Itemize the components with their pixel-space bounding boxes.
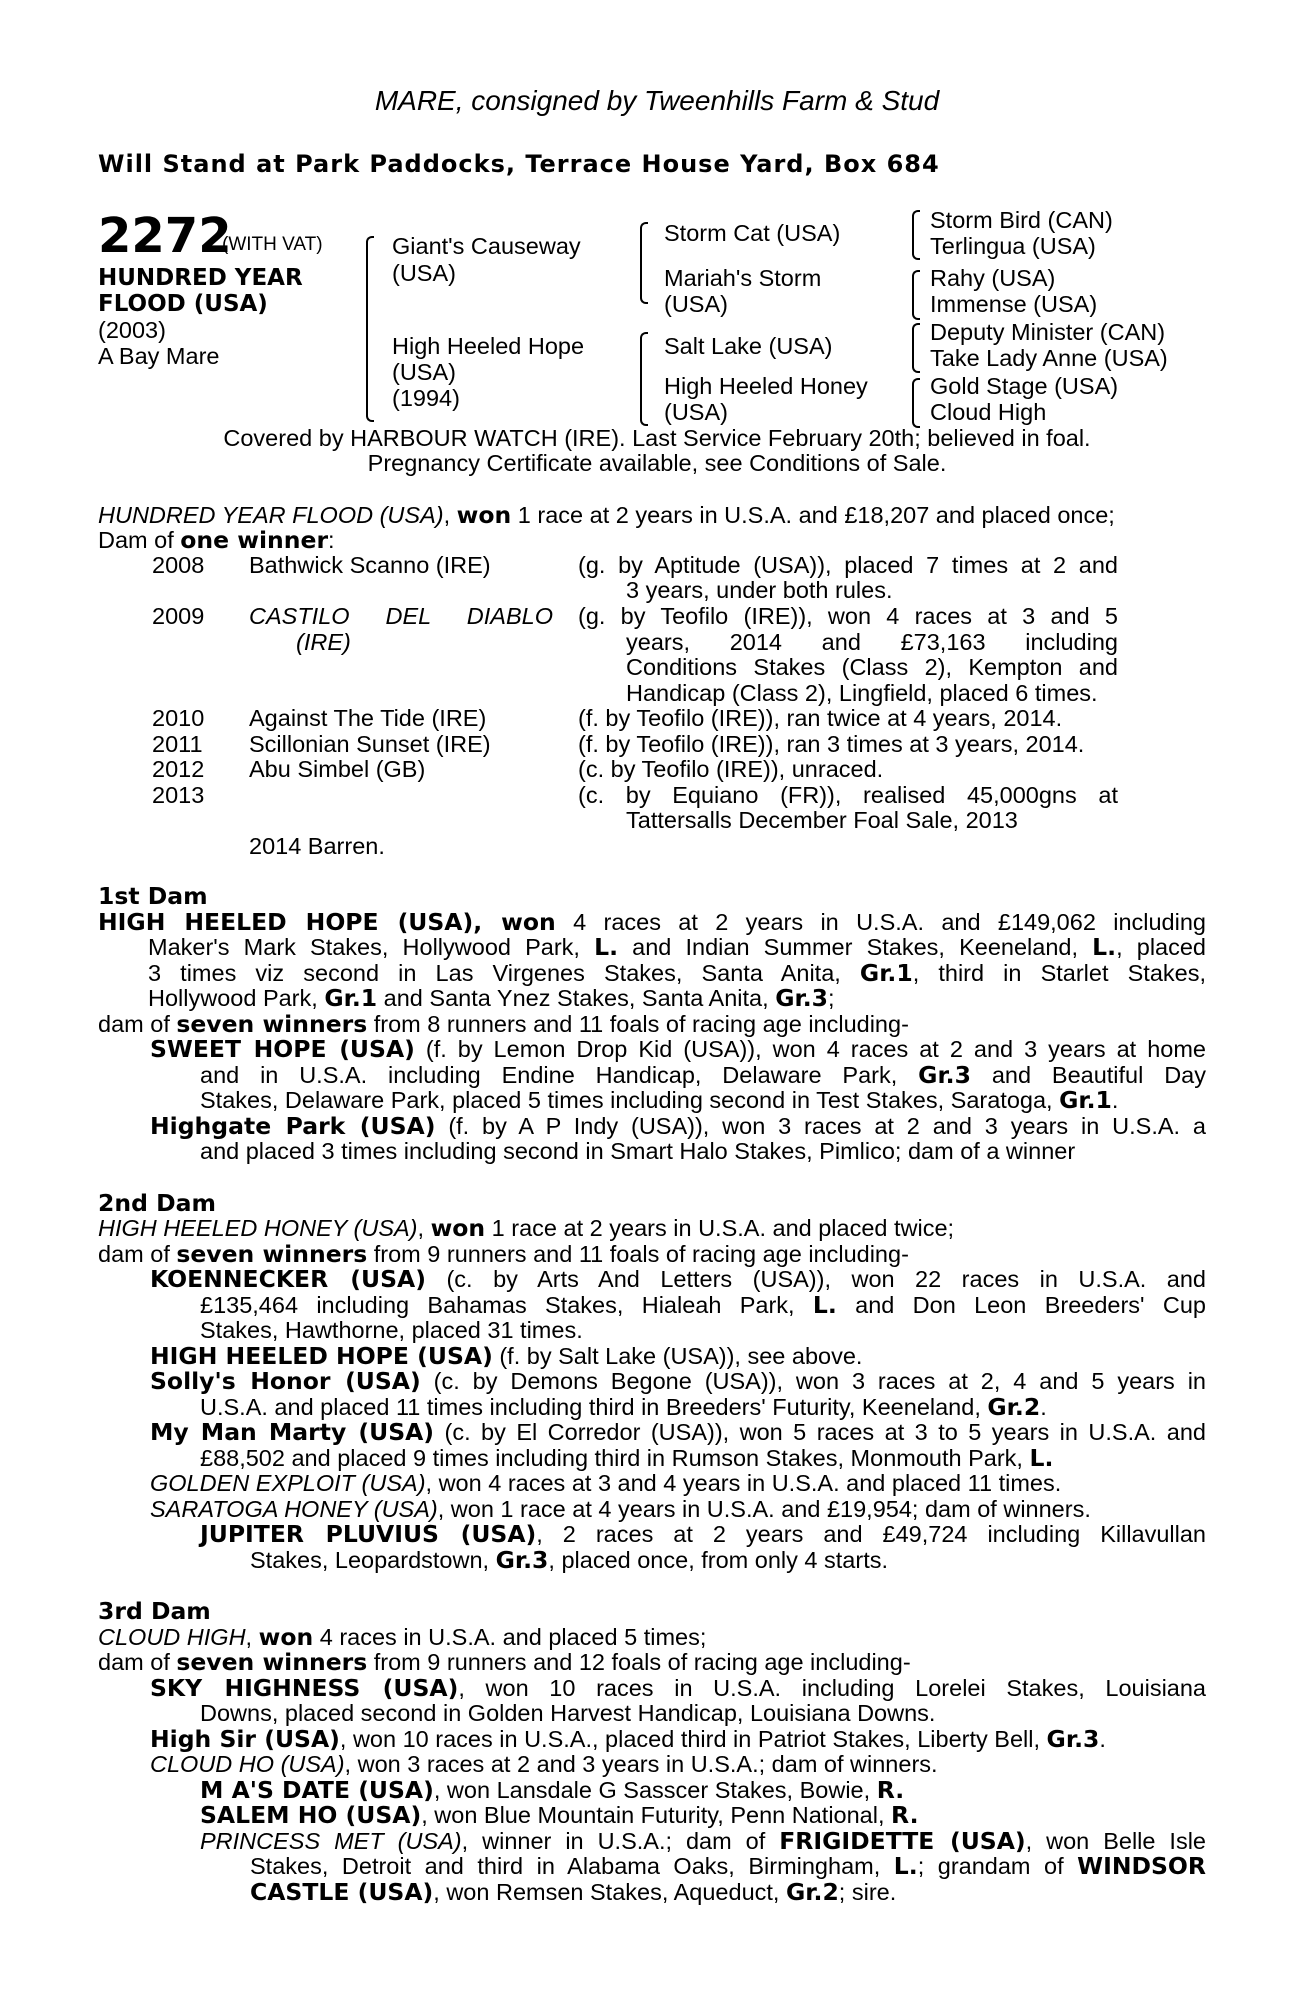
text: (c. by Arts And Letters (USA)), won 22 races in U.S.A. and [426, 1266, 1206, 1292]
section-heading: 1st Dam [98, 882, 208, 910]
dam-record [98, 1216, 1206, 1242]
text: CLOUD HO (USA) [150, 1751, 345, 1777]
text: 4 races at 2 years in U.S.A. and £149,062 including [555, 909, 1206, 935]
text: , won 4 races at 3 and 4 years in U.S.A. and placed 11 times. [425, 1470, 1062, 1496]
text: seven winners [176, 1010, 368, 1038]
text: Stakes, Leopardstown, [250, 1547, 496, 1573]
text: 4 races in U.S.A. and placed 5 times; [313, 1624, 707, 1650]
text: CLOUD HIGH [98, 1624, 246, 1650]
lot-number: 2272 [98, 208, 232, 264]
pedigree-brace-gen1 [366, 236, 374, 422]
text: SALEM HO (USA) [200, 1801, 422, 1829]
offspring-entry [150, 1344, 1258, 1370]
produce-name: Scillonian Sunset (IRE) [249, 731, 491, 757]
text: , won 10 races in U.S.A., placed third in Patriot Stakes, Liberty Bell, [339, 1726, 1047, 1752]
text: , won Lansdale G Sasscer Stakes, Bowie, [433, 1777, 877, 1803]
text: and Santa Ynez Stakes, Santa Anita, [377, 985, 776, 1011]
grand-offspring-entry-cont [250, 1548, 1314, 1574]
produce-note-cont: years, 2014 and £73,163 including [626, 629, 1118, 655]
text: WINDSOR [1077, 1852, 1206, 1880]
ggp-5: Deputy Minister (CAN) [930, 319, 1166, 345]
offspring-entry [150, 1471, 1258, 1497]
produce-note: (c. by Equiano (FR)), realised 45,000gns at [578, 782, 1118, 808]
text: Gr.1 [324, 984, 378, 1012]
sire-of-dam: Salt Lake (USA) [664, 333, 833, 359]
dam-year: (1994) [392, 385, 460, 411]
dam-produce-summary [98, 1012, 1206, 1038]
pedigree-brace-gen3-3 [912, 323, 920, 373]
grand-offspring-entry [200, 1803, 1308, 1829]
text: Gr.2 [785, 1878, 839, 1906]
text: R. [891, 1801, 919, 1829]
text: and Indian Summer Stakes, Keeneland, [618, 934, 1093, 960]
foaling-year: (2003) [98, 317, 166, 343]
dam-produce-summary [98, 1242, 1206, 1268]
dam-of-sire: Mariah's Storm [664, 265, 822, 291]
text: and in U.S.A. including Endine Handicap, Delaware Park, [200, 1062, 919, 1088]
text: , [245, 1624, 259, 1650]
text: and Beautiful Day [970, 1062, 1206, 1088]
text: from 8 runners and 11 foals of racing age including- [367, 1011, 909, 1037]
pedigree-brace-gen3-1 [912, 210, 920, 260]
grand-offspring-entry [200, 1778, 1308, 1804]
produce-note: (g. by Aptitude (USA)), placed 7 times at 2 and [578, 552, 1118, 578]
text: and Don Leon Breeders' Cup [836, 1292, 1206, 1318]
text: seven winners [176, 1648, 368, 1676]
grand-offspring-entry [200, 1829, 1206, 1855]
text: , winner in U.S.A.; dam of [461, 1828, 780, 1854]
pedigree-brace-gen3-4 [912, 378, 920, 428]
text: ; [828, 985, 835, 1011]
offspring-entry [150, 1114, 1206, 1140]
produce-name: CASTILO DEL DIABLO [249, 603, 553, 629]
text: won [258, 1623, 314, 1651]
text: : [328, 527, 335, 553]
produce-note: (c. by Teofilo (IRE)), unraced. [578, 756, 884, 782]
text: Solly's Honor (USA) [150, 1367, 421, 1395]
text: SARATOGA HONEY (USA) [150, 1496, 438, 1522]
ggp-3: Rahy (USA) [930, 265, 1056, 291]
produce-note-cont: Handicap (Class 2), Lingfield, placed 6 times. [626, 680, 1098, 706]
text: , won 3 races at 2 and 3 years in U.S.A.; dam of winners. [344, 1751, 938, 1777]
pedigree-brace-gen3-2 [912, 270, 920, 320]
ggp-7: Gold Stage (USA) [930, 373, 1119, 399]
text: My Man Marty (USA) [150, 1418, 435, 1446]
text: won [430, 1214, 486, 1242]
text: , [417, 1215, 431, 1241]
horse-name-line2: FLOOD (USA) [98, 291, 268, 317]
text: Maker's Mark Stakes, Hollywood Park, [148, 934, 595, 960]
text: Dam of [98, 527, 181, 553]
dam-produce-summary [98, 1650, 1206, 1676]
horse-description: A Bay Mare [98, 343, 220, 369]
produce-note: (g. by Teofilo (IRE)), won 4 races at 3 and 5 [578, 603, 1118, 629]
text: won [501, 908, 556, 936]
mare-name: HUNDRED YEAR FLOOD (USA) [98, 502, 444, 528]
text: dam of [98, 1649, 177, 1675]
produce-year: 2008 [152, 552, 205, 578]
stand-location: Will Stand at Park Paddocks, Terrace House Yard, Box 684 [98, 150, 940, 178]
text: 1 race at 2 years in U.S.A. and placed twice; [485, 1215, 955, 1241]
text: (c. by Demons Begone (USA)), won 3 races at 2, 4 and 5 years in [420, 1368, 1206, 1394]
produce-name: Bathwick Scanno (IRE) [249, 552, 491, 578]
dam-of-dam-country: (USA) [664, 399, 728, 425]
offspring-entry-cont: and placed 3 times including second in Smart Halo Stakes, Pimlico; dam of a winner [200, 1138, 1076, 1164]
dam-record [98, 910, 1206, 936]
offspring-entry-cont [200, 1293, 1206, 1319]
text: £88,502 and placed 9 times including third in Rumson Stakes, Monmouth Park, [200, 1445, 1030, 1471]
intro-line1 [98, 503, 1206, 529]
text: HIGH HEELED HOPE (USA) [150, 1342, 493, 1370]
ggp-1: Storm Bird (CAN) [930, 207, 1113, 233]
text: £135,464 including Bahamas Stakes, Hialeah Park, [200, 1292, 813, 1318]
text: CASTLE (USA) [250, 1878, 434, 1906]
text: (f. by Salt Lake (USA)), see above. [492, 1343, 863, 1369]
text: , placed [1116, 934, 1206, 960]
produce-year: 2011 [152, 731, 203, 757]
ggp-2: Terlingua (USA) [930, 233, 1096, 259]
text: , [443, 502, 457, 528]
text: L. [594, 933, 618, 961]
text: Gr.3 [918, 1061, 971, 1089]
text: , placed once, from only 4 starts. [548, 1547, 889, 1573]
barren-note: 2014 Barren. [249, 833, 385, 859]
dam: High Heeled Hope [392, 333, 585, 359]
ggp-8: Cloud High [930, 399, 1047, 425]
text: 3 times viz second in Las Virgenes Stakes, Santa Anita, [148, 960, 860, 986]
covering-line2: Pregnancy Certificate available, see Conditions of Sale. [367, 450, 947, 476]
offspring-entry-cont [200, 1446, 1308, 1472]
text: HIGH HEELED HONEY (USA) [98, 1215, 418, 1241]
text: Stakes, Detroit and third in Alabama Oaks, Birmingham, [250, 1853, 894, 1879]
produce-note-cont: 3 years, under both rules. [626, 577, 893, 603]
text: Gr.2 [987, 1393, 1041, 1421]
offspring-entry [150, 1727, 1258, 1753]
offspring-entry-cont: Downs, placed second in Golden Harvest Handicap, Louisiana Downs. [200, 1700, 936, 1726]
text: dam of [98, 1011, 177, 1037]
pedigree-brace-gen2-top [640, 222, 648, 304]
dam-of-dam: High Heeled Honey [664, 373, 868, 399]
text: seven winners [176, 1240, 368, 1268]
text: GOLDEN EXPLOIT (USA) [150, 1470, 426, 1496]
dam-record [98, 1625, 1206, 1651]
text: Gr.1 [1059, 1086, 1112, 1114]
offspring-entry-cont [200, 1063, 1206, 1089]
catalogue-title: MARE, consigned by Tweenhills Farm & Stud [374, 85, 940, 116]
dam-record-cont [148, 961, 1206, 987]
sire-country: (USA) [392, 260, 456, 286]
grand-offspring-entry-cont [250, 1854, 1206, 1880]
text: ; grandam of [917, 1853, 1078, 1879]
text: , third in Starlet Stakes, [912, 960, 1206, 986]
dam-country: (USA) [392, 359, 456, 385]
text: (f. by A P Indy (USA)), won 3 races at 2 and 3 years in U.S.A. a [435, 1113, 1206, 1139]
offspring-entry-cont [200, 1395, 1308, 1421]
dam-of-sire-country: (USA) [664, 291, 728, 317]
produce-note: (f. by Teofilo (IRE)), ran 3 times at 3 years, 2014. [578, 731, 1085, 757]
text: (f. by Lemon Drop Kid (USA)), won 4 races at 2 and 3 years at home [414, 1036, 1206, 1062]
text: (c. by El Corredor (USA)), won 5 races at 3 to 5 years in U.S.A. and [434, 1419, 1206, 1445]
produce-name-cont: (IRE) [296, 629, 351, 655]
text: , 2 races at 2 years and £49,724 including Killavullan [536, 1521, 1207, 1547]
text: R. [876, 1776, 905, 1804]
offspring-entry [150, 1752, 1258, 1778]
text: Stakes, Delaware Park, placed 5 times including second in Test Stakes, Saratoga, [200, 1087, 1060, 1113]
text: , won Belle Isle [1025, 1828, 1206, 1854]
produce-year: 2009 [152, 603, 205, 629]
ggp-6: Take Lady Anne (USA) [930, 345, 1168, 371]
dam-record-cont [148, 935, 1206, 961]
text: . [1099, 1726, 1106, 1752]
offspring-entry-cont: Stakes, Hawthorne, placed 31 times. [200, 1317, 583, 1343]
offspring-entry [150, 1676, 1206, 1702]
text: L. [1029, 1444, 1054, 1472]
offspring-entry [150, 1420, 1206, 1446]
pedigree-brace-gen2-bottom [640, 332, 648, 426]
text: SKY HIGHNESS (USA) [150, 1674, 459, 1702]
dam-record-cont [148, 986, 1256, 1012]
ggp-4: Immense (USA) [930, 291, 1098, 317]
offspring-entry-cont [200, 1088, 1308, 1114]
text: L. [893, 1852, 918, 1880]
text: from 9 runners and 11 foals of racing age including- [367, 1241, 909, 1267]
text: , won 1 race at 4 years in U.S.A. and £19,954; dam of winners. [437, 1496, 1091, 1522]
produce-name: Against The Tide (IRE) [249, 705, 487, 731]
offspring-entry [150, 1037, 1206, 1063]
section-heading: 3rd Dam [98, 1597, 211, 1625]
offspring-entry [150, 1267, 1206, 1293]
text: Gr.3 [1046, 1725, 1100, 1753]
text: L. [1092, 933, 1117, 961]
race-record: 1 race at 2 years in U.S.A. and £18,207 and placed once; [511, 502, 1115, 528]
produce-year: 2012 [152, 756, 205, 782]
text: ; sire. [838, 1879, 897, 1905]
text: High Sir (USA) [150, 1725, 340, 1753]
produce-year: 2013 [152, 782, 205, 808]
text: dam of [98, 1241, 177, 1267]
text: Hollywood Park, [148, 985, 325, 1011]
text: U.S.A. and placed 11 times including third in Breeders' Futurity, Keeneland, [200, 1394, 988, 1420]
offspring-entry [150, 1369, 1206, 1395]
text: M A'S DATE (USA) [200, 1776, 434, 1804]
section-heading: 2nd Dam [98, 1189, 216, 1217]
text: , [473, 908, 502, 936]
text: KOENNECKER (USA) [150, 1265, 426, 1293]
text: JUPITER PLUVIUS (USA) [200, 1520, 537, 1548]
text: SWEET HOPE (USA) [150, 1035, 415, 1063]
produce-note-cont: Conditions Stakes (Class 2), Kempton and [626, 654, 1118, 680]
text: Highgate Park (USA) [150, 1112, 436, 1140]
text: Gr.3 [775, 984, 828, 1012]
covering-line1: Covered by HARBOUR WATCH (IRE). Last Service February 20th; believed in foal. [223, 425, 1091, 451]
text: . [1040, 1394, 1047, 1420]
winner-count: one winner [180, 526, 329, 554]
grand-offspring-entry-cont [250, 1880, 1314, 1906]
horse-name-line1: HUNDRED YEAR [98, 265, 303, 291]
text: . [1111, 1087, 1119, 1113]
text: FRIGIDETTE (USA) [779, 1827, 1026, 1855]
produce-note-cont: Tattersalls December Foal Sale, 2013 [626, 807, 1018, 833]
sire-of-sire: Storm Cat (USA) [664, 220, 841, 246]
produce-note: (f. by Teofilo (IRE)), ran twice at 4 years, 2014. [578, 705, 1063, 731]
text: , won 10 races in U.S.A. including Lorelei Stakes, Louisiana [458, 1675, 1206, 1701]
text: L. [812, 1291, 837, 1319]
sire: Giant's Causeway [392, 233, 581, 259]
text: Gr.1 [859, 959, 913, 987]
text: from 9 runners and 12 foals of racing age including- [367, 1649, 911, 1675]
text: , won Remsen Stakes, Aqueduct, [433, 1879, 786, 1905]
text: PRINCESS MET (USA) [200, 1828, 462, 1854]
intro-line2 [98, 528, 1206, 554]
vat-note: (WITH VAT) [222, 234, 323, 255]
grand-offspring-entry [200, 1522, 1206, 1548]
text: Gr.3 [495, 1546, 549, 1574]
produce-name: Abu Simbel (GB) [249, 756, 426, 782]
produce-year: 2010 [152, 705, 205, 731]
offspring-entry [150, 1497, 1258, 1523]
text: HIGH HEELED HOPE (USA) [98, 908, 474, 936]
text: , won Blue Mountain Futurity, Penn National, [421, 1802, 892, 1828]
won-label: won [456, 501, 512, 529]
